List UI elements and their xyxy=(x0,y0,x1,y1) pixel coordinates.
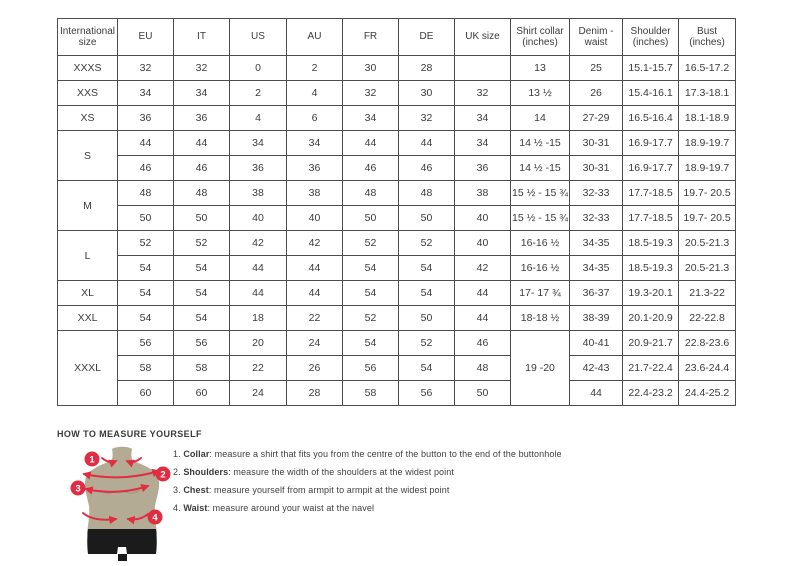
size-value-cell: 54 xyxy=(343,281,399,306)
size-value-cell: 54 xyxy=(174,306,230,331)
instruction-label: Waist xyxy=(183,503,208,513)
marker-1-label: 1 xyxy=(89,454,95,466)
instruction-label: Shoulders xyxy=(183,467,229,477)
size-value-cell: 38 xyxy=(455,181,511,206)
size-value-cell: 34 xyxy=(230,131,287,156)
size-value-cell: 44 xyxy=(399,131,455,156)
size-value-cell: 6 xyxy=(287,106,343,131)
table-row xyxy=(58,131,736,156)
size-value-cell: 19.7- 20.5 xyxy=(679,181,736,206)
size-value-cell: 18.9-19.7 xyxy=(679,156,736,181)
size-value-cell: 54 xyxy=(174,256,230,281)
size-value-cell: 22 xyxy=(287,306,343,331)
size-value-cell: 36-37 xyxy=(570,281,623,306)
size-value-cell: 34 xyxy=(287,131,343,156)
size-value-cell: 19 -20 xyxy=(511,331,570,406)
measurement-figure xyxy=(64,444,176,564)
size-value-cell: 50 xyxy=(343,206,399,231)
size-label-cell: M xyxy=(58,181,118,231)
size-value-cell: 48 xyxy=(455,356,511,381)
size-value-cell: 16-16 ½ xyxy=(511,256,570,281)
size-value-cell: 13 xyxy=(511,56,570,81)
size-value-cell: 34 xyxy=(343,106,399,131)
column-header: EU xyxy=(118,19,174,56)
size-value-cell: 44 xyxy=(287,281,343,306)
instruction-number: 2. xyxy=(173,467,184,477)
table-row xyxy=(58,181,736,206)
column-header: US xyxy=(230,19,287,56)
size-value-cell: 40 xyxy=(455,206,511,231)
size-value-cell: 54 xyxy=(118,281,174,306)
column-header: Shoulder (inches) xyxy=(623,19,679,56)
size-value-cell: 48 xyxy=(174,181,230,206)
size-value-cell: 46 xyxy=(399,156,455,181)
measure-instruction xyxy=(173,449,593,459)
size-value-cell: 42-43 xyxy=(570,356,623,381)
table-row xyxy=(58,56,736,81)
size-label-cell: XXXS xyxy=(58,56,118,81)
size-value-cell: 38-39 xyxy=(570,306,623,331)
size-value-cell: 18.1-18.9 xyxy=(679,106,736,131)
size-value-cell xyxy=(455,56,511,81)
table-row xyxy=(58,356,736,381)
size-value-cell: 36 xyxy=(287,156,343,181)
size-label-cell: XS xyxy=(58,106,118,131)
size-value-cell: 52 xyxy=(118,231,174,256)
size-value-cell: 38 xyxy=(287,181,343,206)
size-value-cell: 20.9-21.7 xyxy=(623,331,679,356)
size-value-cell: 50 xyxy=(174,206,230,231)
size-value-cell: 4 xyxy=(230,106,287,131)
size-value-cell: 19.7- 20.5 xyxy=(679,206,736,231)
size-value-cell: 16.5-16.4 xyxy=(623,106,679,131)
size-value-cell: 50 xyxy=(455,381,511,406)
size-value-cell: 34 xyxy=(174,81,230,106)
size-value-cell: 58 xyxy=(343,381,399,406)
size-label-cell: XL xyxy=(58,281,118,306)
column-header: Denim - waist xyxy=(570,19,623,56)
size-value-cell: 52 xyxy=(399,231,455,256)
size-value-cell: 52 xyxy=(343,306,399,331)
size-value-cell: 24 xyxy=(230,381,287,406)
marker-3-label: 3 xyxy=(75,483,81,495)
size-value-cell: 30 xyxy=(343,56,399,81)
size-value-cell: 58 xyxy=(174,356,230,381)
size-value-cell: 54 xyxy=(399,256,455,281)
size-value-cell: 56 xyxy=(343,356,399,381)
instruction-number: 1. xyxy=(173,449,184,459)
size-value-cell: 36 xyxy=(230,156,287,181)
size-chart-table xyxy=(57,18,736,406)
size-value-cell: 19.3-20.1 xyxy=(623,281,679,306)
size-value-cell: 24.4-25.2 xyxy=(679,381,736,406)
size-value-cell: 22.4-23.2 xyxy=(623,381,679,406)
size-value-cell: 25 xyxy=(570,56,623,81)
size-value-cell: 44 xyxy=(455,306,511,331)
table-row xyxy=(58,106,736,131)
size-value-cell: 36 xyxy=(174,106,230,131)
size-value-cell: 44 xyxy=(343,131,399,156)
size-value-cell: 54 xyxy=(399,281,455,306)
size-value-cell: 56 xyxy=(174,331,230,356)
size-label-cell: XXL xyxy=(58,306,118,331)
size-value-cell: 54 xyxy=(343,256,399,281)
instruction-text: : measure yourself from armpit to armpit at the widest point xyxy=(208,485,450,495)
size-value-cell: 42 xyxy=(455,256,511,281)
size-value-cell: 32 xyxy=(343,81,399,106)
size-value-cell: 46 xyxy=(343,156,399,181)
table-row xyxy=(58,331,736,356)
column-header: Bust (inches) xyxy=(679,19,736,56)
size-value-cell: 52 xyxy=(399,331,455,356)
size-value-cell: 40 xyxy=(287,206,343,231)
size-value-cell: 56 xyxy=(118,331,174,356)
column-header: DE xyxy=(399,19,455,56)
size-value-cell: 40 xyxy=(230,206,287,231)
size-value-cell: 44 xyxy=(230,281,287,306)
table-row xyxy=(58,381,736,406)
size-value-cell: 44 xyxy=(230,256,287,281)
size-value-cell: 58 xyxy=(118,356,174,381)
size-value-cell: 40-41 xyxy=(570,331,623,356)
size-value-cell: 44 xyxy=(287,256,343,281)
size-label-cell: L xyxy=(58,231,118,281)
size-value-cell: 54 xyxy=(118,256,174,281)
size-value-cell: 34 xyxy=(455,106,511,131)
size-value-cell: 26 xyxy=(287,356,343,381)
size-value-cell: 44 xyxy=(118,131,174,156)
size-label-cell: XXXL xyxy=(58,331,118,406)
size-value-cell: 34-35 xyxy=(570,231,623,256)
measure-instruction xyxy=(173,485,593,495)
size-value-cell: 16-16 ½ xyxy=(511,231,570,256)
size-value-cell: 30-31 xyxy=(570,131,623,156)
size-value-cell: 2 xyxy=(230,81,287,106)
size-value-cell: 48 xyxy=(118,181,174,206)
size-value-cell: 14 ½ -15 xyxy=(511,131,570,156)
instruction-number: 3. xyxy=(173,485,184,495)
size-value-cell: 50 xyxy=(399,306,455,331)
size-value-cell: 36 xyxy=(455,156,511,181)
marker-4-label: 4 xyxy=(152,512,158,524)
size-value-cell: 50 xyxy=(118,206,174,231)
size-value-cell: 17.7-18.5 xyxy=(623,181,679,206)
marker-2-label: 2 xyxy=(160,469,166,481)
size-value-cell: 32 xyxy=(399,106,455,131)
size-value-cell: 16.9-17.7 xyxy=(623,156,679,181)
size-value-cell: 22.8-23.6 xyxy=(679,331,736,356)
table-row xyxy=(58,156,736,181)
size-value-cell: 14 xyxy=(511,106,570,131)
size-value-cell: 32-33 xyxy=(570,206,623,231)
size-value-cell: 60 xyxy=(118,381,174,406)
size-value-cell: 20.5-21.3 xyxy=(679,256,736,281)
size-value-cell: 0 xyxy=(230,56,287,81)
size-value-cell: 42 xyxy=(230,231,287,256)
size-value-cell: 15 ½ - 15 ¾ xyxy=(511,181,570,206)
size-value-cell: 30 xyxy=(399,81,455,106)
instruction-number: 4. xyxy=(173,503,184,513)
size-value-cell: 16.5-17.2 xyxy=(679,56,736,81)
size-value-cell: 26 xyxy=(570,81,623,106)
size-value-cell: 54 xyxy=(174,281,230,306)
size-value-cell: 30-31 xyxy=(570,156,623,181)
size-value-cell: 16.9-17.7 xyxy=(623,131,679,156)
size-value-cell: 32 xyxy=(118,56,174,81)
size-value-cell: 18-18 ½ xyxy=(511,306,570,331)
size-value-cell: 27-29 xyxy=(570,106,623,131)
column-header: FR xyxy=(343,19,399,56)
size-value-cell: 32 xyxy=(174,56,230,81)
size-value-cell: 24 xyxy=(287,331,343,356)
size-value-cell: 44 xyxy=(174,131,230,156)
size-value-cell: 52 xyxy=(343,231,399,256)
column-header: Shirt collar (inches) xyxy=(511,19,570,56)
measure-instruction xyxy=(173,467,593,477)
column-header: AU xyxy=(287,19,343,56)
size-value-cell: 40 xyxy=(455,231,511,256)
size-value-cell: 34 xyxy=(455,131,511,156)
table-row xyxy=(58,306,736,331)
instruction-text: : measure the width of the shoulders at the widest point xyxy=(228,467,454,477)
size-value-cell: 17.3-18.1 xyxy=(679,81,736,106)
size-value-cell: 28 xyxy=(287,381,343,406)
size-value-cell: 34 xyxy=(118,81,174,106)
size-value-cell: 22 xyxy=(230,356,287,381)
table-row xyxy=(58,281,736,306)
instruction-text: : measure around your waist at the navel xyxy=(207,503,375,513)
size-value-cell: 18.9-19.7 xyxy=(679,131,736,156)
table-row xyxy=(58,206,736,231)
size-value-cell: 44 xyxy=(455,281,511,306)
size-value-cell: 54 xyxy=(343,331,399,356)
size-value-cell: 54 xyxy=(118,306,174,331)
instruction-text: : measure a shirt that fits you from the centre of the button to the end of the buttonhole xyxy=(209,449,562,459)
table-row xyxy=(58,81,736,106)
size-value-cell: 15.4-16.1 xyxy=(623,81,679,106)
size-value-cell: 21.3-22 xyxy=(679,281,736,306)
size-value-cell: 21.7-22.4 xyxy=(623,356,679,381)
instruction-label: Chest xyxy=(183,485,209,495)
size-value-cell: 20.5-21.3 xyxy=(679,231,736,256)
size-value-cell: 17.7-18.5 xyxy=(623,206,679,231)
size-value-cell: 15 ½ - 15 ¾ xyxy=(511,206,570,231)
table-row xyxy=(58,231,736,256)
column-header: IT xyxy=(174,19,230,56)
size-value-cell: 20 xyxy=(230,331,287,356)
size-value-cell: 46 xyxy=(174,156,230,181)
size-label-cell: S xyxy=(58,131,118,181)
size-value-cell: 14 ½ -15 xyxy=(511,156,570,181)
size-value-cell: 56 xyxy=(399,381,455,406)
size-value-cell: 52 xyxy=(174,231,230,256)
size-value-cell: 23.6-24.4 xyxy=(679,356,736,381)
size-label-cell: XXS xyxy=(58,81,118,106)
size-value-cell: 32-33 xyxy=(570,181,623,206)
size-value-cell: 32 xyxy=(455,81,511,106)
measure-instructions xyxy=(173,449,593,521)
instruction-label: Collar xyxy=(183,449,210,459)
size-value-cell: 36 xyxy=(118,106,174,131)
size-value-cell: 18 xyxy=(230,306,287,331)
size-value-cell: 54 xyxy=(399,356,455,381)
size-value-cell: 28 xyxy=(399,56,455,81)
size-value-cell: 18.5-19.3 xyxy=(623,231,679,256)
size-value-cell: 13 ½ xyxy=(511,81,570,106)
column-header: UK size xyxy=(455,19,511,56)
size-value-cell: 60 xyxy=(174,381,230,406)
size-value-cell: 20.1-20.9 xyxy=(623,306,679,331)
size-value-cell: 46 xyxy=(455,331,511,356)
column-header: International size xyxy=(58,19,118,56)
size-value-cell: 4 xyxy=(287,81,343,106)
size-value-cell: 18.5-19.3 xyxy=(623,256,679,281)
size-value-cell: 46 xyxy=(118,156,174,181)
mannequin-illustration-icon xyxy=(64,444,176,564)
table-header xyxy=(58,19,736,56)
measure-instruction xyxy=(173,503,593,513)
size-value-cell: 22-22.8 xyxy=(679,306,736,331)
size-value-cell: 42 xyxy=(287,231,343,256)
size-value-cell: 48 xyxy=(343,181,399,206)
size-value-cell: 34-35 xyxy=(570,256,623,281)
size-value-cell: 48 xyxy=(399,181,455,206)
size-value-cell: 38 xyxy=(230,181,287,206)
shorts-shape xyxy=(87,529,157,561)
size-value-cell: 44 xyxy=(570,381,623,406)
size-value-cell: 15.1-15.7 xyxy=(623,56,679,81)
size-value-cell: 50 xyxy=(399,206,455,231)
size-value-cell: 17- 17 ¾ xyxy=(511,281,570,306)
table-row xyxy=(58,256,736,281)
size-value-cell: 2 xyxy=(287,56,343,81)
measure-heading: HOW TO MEASURE YOURSELF xyxy=(57,429,202,439)
